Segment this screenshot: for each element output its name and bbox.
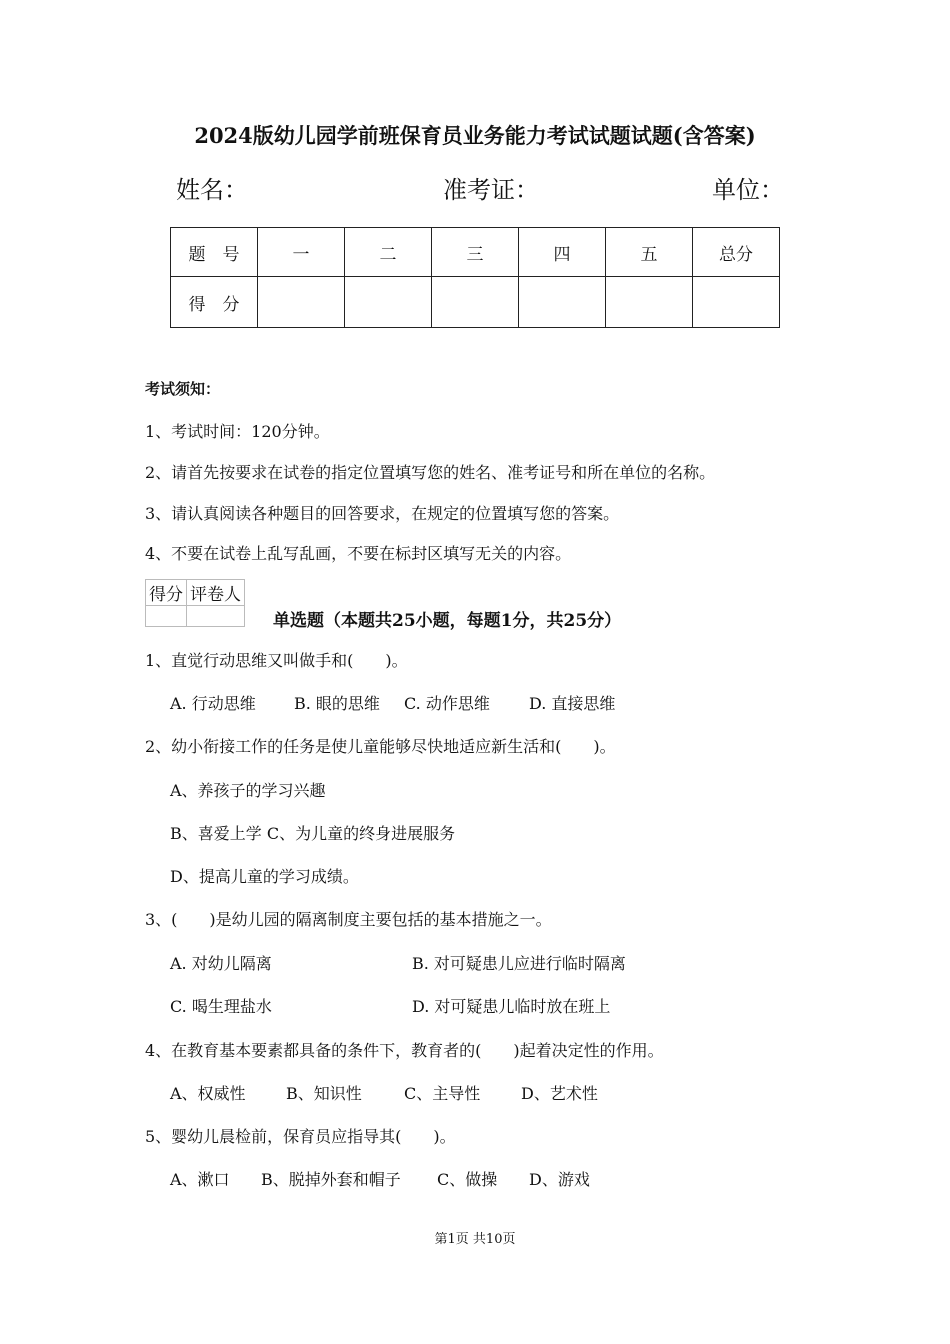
document-title: 2024版幼儿园学前班保育员业务能力考试试题试题(含答案) [194,123,756,148]
score-cell[interactable] [693,277,780,328]
option-a: A、权威性 [170,1084,246,1103]
section-title: 单选题（本题共25小题，每题1分，共25分） [273,611,622,631]
unit-label: 单位： [712,176,784,204]
score-header-cell: 一 [258,228,345,277]
question-stem: 3、( )是幼儿园的隔离制度主要包括的基本措施之一。 [145,910,552,929]
option-b: B. 眼的思维 [294,694,380,713]
grader-score-label: 得分 [146,580,187,606]
notice-heading: 考试须知： [145,380,221,398]
score-header-cell: 五 [606,228,693,277]
score-table [170,227,780,328]
option-d: D. 直接思维 [529,694,616,713]
notice-item: 1、考试时间：120分钟。 [145,422,330,441]
exam-id-label: 准考证： [443,176,539,204]
grader-score-cell[interactable] [146,606,187,627]
name-label: 姓名： [176,176,248,204]
option-c: C. 动作思维 [404,694,490,713]
grader-reviewer-label: 评卷人 [187,580,245,606]
score-row-label: 得 分 [171,277,258,328]
score-table-header-row [171,228,780,277]
notice-item: 2、请首先按要求在试卷的指定位置填写您的姓名、准考证号和所在单位的名称。 [145,463,716,482]
score-cell[interactable] [519,277,606,328]
option-a: A、养孩子的学习兴趣 [170,781,326,800]
option-d: D. 对可疑患儿临时放在班上 [412,997,611,1016]
grader-box [145,579,245,627]
score-cell[interactable] [258,277,345,328]
option-b: B、知识性 [286,1084,362,1103]
option-d: D、艺术性 [521,1084,598,1103]
notice-item: 4、不要在试卷上乱写乱画，不要在标封区填写无关的内容。 [145,544,572,563]
option-c: C、主导性 [404,1084,481,1103]
option-bc: B、喜爱上学 C、为儿童的终身进展服务 [170,824,456,843]
score-cell[interactable] [345,277,432,328]
option-a: A、漱口 [170,1170,230,1189]
score-header-cell: 四 [519,228,606,277]
option-a: A. 行动思维 [170,694,256,713]
option-c: C、做操 [437,1170,498,1189]
score-table-score-row [171,277,780,328]
page-footer: 第1页 共10页 [434,1232,516,1247]
notice-item: 3、请认真阅读各种题目的回答要求，在规定的位置填写您的答案。 [145,504,620,523]
question-stem: 1、直觉行动思维又叫做手和( )。 [145,651,408,670]
option-b: B. 对可疑患儿应进行临时隔离 [412,954,626,973]
grader-reviewer-cell[interactable] [187,606,245,627]
score-cell[interactable] [606,277,693,328]
score-header-cell: 题 号 [171,228,258,277]
question-stem: 2、幼小衔接工作的任务是使儿童能够尽快地适应新生活和( )。 [145,737,616,756]
question-stem: 5、婴幼儿晨检前，保育员应指导其( )。 [145,1127,456,1146]
option-d: D、游戏 [529,1170,590,1189]
question-stem: 4、在教育基本要素都具备的条件下，教育者的( )起着决定性的作用。 [145,1041,664,1060]
option-b: B、脱掉外套和帽子 [261,1170,401,1189]
score-cell[interactable] [432,277,519,328]
score-header-cell: 二 [345,228,432,277]
option-a: A. 对幼儿隔离 [170,954,272,973]
option-c: C. 喝生理盐水 [170,997,272,1016]
score-header-cell: 三 [432,228,519,277]
option-d: D、提高儿童的学习成绩。 [170,867,359,886]
score-header-cell: 总分 [693,228,780,277]
